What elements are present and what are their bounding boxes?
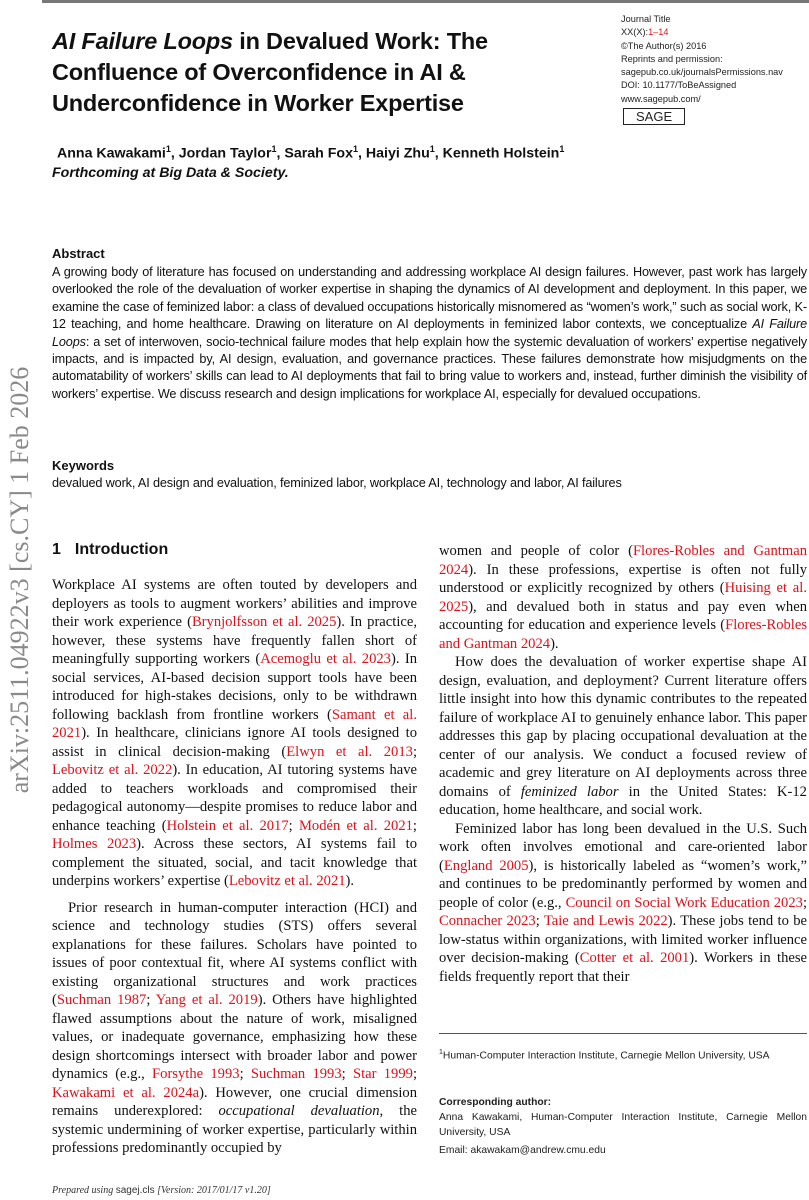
abstract-italic-term: AI Failure Loops (52, 317, 808, 349)
citation-link[interactable]: Flores-Robles and Gantman 2024 (439, 617, 807, 652)
corresponding-heading: Corresponding author: (439, 1097, 552, 1108)
affiliation-footnote (439, 1045, 807, 1063)
author-list: Anna Kawakami$^1$, Jordan Taylor$^1$, Sarah Fox$^1$, Haiyi Zhu$^1$, Kenneth Holstein$^1$ (57, 144, 565, 162)
keywords-list: devalued work, AI design and evaluation, feminized labor, workplace AI, technology and labor, AI failures (52, 476, 622, 490)
paragraph: Workplace AI systems are often touted by developers and deployers as tools to augment workers’ abilities and improve their work experience (Brynjolfsson et al. 2025). In practice, however, these systems have frequently fallen short of meaningfully supporting workers (Acemoglu et al. 2023). In social services, AI-based decision support tools have been introduced for high-stakes decisions, only to be withdrawn following backlash from frontline workers (Samant et al. 2021). In healthcare, clinicians ignore AI tools designed to assist in clinical decision-making (Elwyn et al. 2013; Lebovitz et al. 2022). In education, AI tutoring systems have added to teachers workloads and compromised their pedagogical autonomy—despite promises to reduce labor and enhance teaching (Holstein et al. 2017; Modén et al. 2021; Holmes 2023). Across these sectors, AI systems fail to complement the situated, social, and tacit knowledge that underpins workers’ expertise (Lebovitz et al. 2021). (52, 577, 417, 889)
title-rest: in Devalued Work: The Confluence of Overconfidence in AI & Underconfidence in Worker Expertise (52, 28, 488, 116)
author-name: Sarah Fox (284, 145, 353, 162)
footer-cls: sagej.cls (115, 1185, 155, 1196)
website: www.sagepub.com/ (621, 93, 701, 104)
citation-link[interactable]: Acemoglu et al. 2023 (260, 651, 391, 667)
affiliation-text: Human-Computer Interaction Institute, Carnegie Mellon University, USA (442, 1050, 770, 1062)
citation-link[interactable]: Forsythe 1993 (152, 1066, 240, 1082)
citation-link[interactable]: Huising et al. 2025 (439, 580, 807, 615)
citation-link[interactable]: Connacher 2023 (439, 913, 536, 929)
paragraph: Prior research in human-computer interaction (HCI) and science and technology studies (STS) offers several explanations for these failures. Scholars have pointed to issues of poor contextual fit, where AI systems conflict with existing organizational structures and work practices (Suchman 1987; Yang et al. 2019). Others have highlighted flawed assumptions about the nature of work, misaligned values, or inadequate governance, emphasizing how these design shortcomings intersect with broader labor and power dynamics (e.g., Forsythe 1993; Suchman 1993; Star 1999; Kawakami et al. 2024a). However, one crucial dimension remains underexplored: occupational devaluation, the systemic undermining of worker expertise, particularly within professions predominantly occupied by (52, 899, 418, 1156)
volume-prefix: XX(X): (621, 27, 649, 38)
affiliation-mark: 1 (559, 144, 565, 154)
left-column (52, 576, 417, 1158)
citation-link[interactable]: Flores-Robles and Gantman 2024 (439, 543, 807, 578)
abstract-text-1: A growing body of literature has focused on understanding and addressing workplace AI design failures. However, past work has largely overlooked the role of the devaluation of worker expertise in shaping the dynamics of AI development and deployment. In this paper, we examine the case of feminized labor: a class of devalued occupations historically misnomered as “women’s work,” such as social work, K-12 teaching, and home healthcare. Drawing on literature on AI deployments in feminized labor contexts, we conceptualize (52, 265, 807, 332)
journal-info (621, 13, 783, 125)
venue-note: Forthcoming at Big Data & Society. (52, 165, 289, 181)
citation-link[interactable]: Cotter et al. 2001 (579, 950, 690, 966)
title-italic: AI Failure Loops (52, 28, 233, 54)
reprints-url: sagepub.co.uk/journalsPermissions.nav (621, 67, 783, 78)
citation-link[interactable]: Modén et al. 2021 (298, 817, 413, 834)
paragraph: Feminized labor has long been devalued in the U.S. Such work often involves emotional and care-oriented labor (England 2005), is historically labeled as “women’s work,” and continues to be predominantly performed by women and people of color (e.g., Council on Social Work Education 2023; Connacher 2023; Taie and Lewis 2022). These jobs tend to be low-status within organizations, with limited worker influence over decision-making (Cotter et al. 2001). Workers in these fields frequently report that their (439, 820, 808, 985)
paragraph: How does the devaluation of worker expertise shape AI design, evaluation, and deployment? Current literature offers little insight into how this dynamic contributes to the repeated failure of workplace AI to genuinely enhance labor. This paper addresses this gap by placing occupational devaluation at the center of our analysis. We conduct a focused review of academic and grey literature on AI deployments across three domains of feminized labor in the United States: K-12 education, home healthcare, and social work. (439, 654, 807, 818)
citation-link[interactable]: Taie and Lewis 2022 (543, 913, 668, 929)
top-rule (42, 0, 809, 3)
affiliation-mark: 1 (429, 144, 435, 154)
abstract-text-2: : a set of interwoven, socio-technical failure modes that help explain how the systemic devaluation of workers’ expertise negatively impacts, and is impacted by, AI design, evaluation, and governance practices. These failures demonstrate how misjudgments on the automatability of workers’ skills can lead to AI deployments that fail to bring value to workers and, instead, further diminish the visibility of workers’ expertise. We discuss research and design implications for workplace AI, especially for devalued occupations. (52, 334, 807, 401)
right-column (439, 542, 807, 986)
corresponding-email[interactable]: Email: akawakam@andrew.cmu.edu (439, 1145, 606, 1156)
corresponding-text: Anna Kawakami, Human-Computer Interaction Institute, Carnegie Mellon University, USA (439, 1112, 807, 1138)
page-range-link[interactable]: 1–14 (648, 27, 669, 38)
citation-link[interactable]: Yang et al. 2019 (155, 992, 258, 1008)
citation-link[interactable]: Samant et al. 2021 (52, 706, 417, 741)
citation-link[interactable]: Holmes 2023 (52, 836, 137, 852)
page-footer (52, 1185, 271, 1196)
citation-link[interactable]: Suchman 1993 (250, 1066, 342, 1082)
arxiv-stamp: arXiv:2511.04922v3 [cs.CY] 1 Feb 2026 (5, 366, 34, 794)
citation-link[interactable]: Council on Social Work Education 2023 (565, 894, 803, 911)
footnote-rule (439, 1033, 807, 1034)
citation-link[interactable]: Lebovitz et al. 2021 (228, 873, 346, 889)
keywords-heading: Keywords (52, 458, 115, 473)
emphasis: feminized labor (520, 783, 619, 800)
section-title: Introduction (74, 541, 169, 558)
paragraph: women and people of color (Flores-Robles and Gantman 2024). In these professions, expertise is often not fully understood or explicitly recognized by others (Huising et al. 2025), and devalued both in status and pay even when accounting for education and experience levels (Flores-Robles and Gantman 2024). (439, 543, 807, 652)
footer-prefix: Prepared using (52, 1185, 116, 1196)
section-heading (52, 541, 168, 559)
reprints-label: Reprints and permission: (621, 53, 723, 64)
sage-logo: SAGE (623, 108, 685, 125)
citation-link[interactable]: England 2005 (443, 857, 529, 874)
citation-link[interactable]: Star 1999 (352, 1066, 413, 1082)
paper-title (52, 26, 592, 119)
journal-volume (621, 26, 783, 39)
copyright: ©The Author(s) 2016 (621, 40, 707, 51)
section-number: 1 (52, 541, 61, 558)
citation-link[interactable]: Lebovitz et al. 2022 (52, 762, 173, 778)
author-name: Jordan Taylor (178, 145, 272, 162)
citation-link[interactable]: Brynjolfsson et al. 2025 (191, 614, 337, 630)
doi: DOI: 10.1177/ToBeAssigned (621, 80, 737, 91)
citation-link[interactable]: Kawakami et al. 2024a (52, 1084, 200, 1101)
citation-link[interactable]: Suchman 1987 (56, 992, 147, 1008)
journal-title: Journal Title (621, 14, 671, 24)
affiliation-mark: 1 (439, 1049, 443, 1056)
affiliation-mark: 1 (353, 144, 359, 154)
author-name: Kenneth Holstein (442, 145, 560, 162)
abstract-body (52, 264, 807, 403)
emphasis: occupational devaluation (218, 1103, 380, 1119)
citation-link[interactable]: Holstein et al. 2017 (166, 817, 289, 834)
author-name: Anna Kawakami (57, 145, 166, 162)
affiliation-mark: 1 (165, 144, 171, 154)
author-name: Haiyi Zhu (365, 145, 430, 162)
footer-suffix: [Version: 2017/01/17 v1.20] (154, 1185, 271, 1196)
abstract-heading: Abstract (52, 246, 105, 261)
citation-link[interactable]: Elwyn et al. 2013 (286, 743, 413, 760)
affiliation-mark: 1 (271, 144, 277, 154)
